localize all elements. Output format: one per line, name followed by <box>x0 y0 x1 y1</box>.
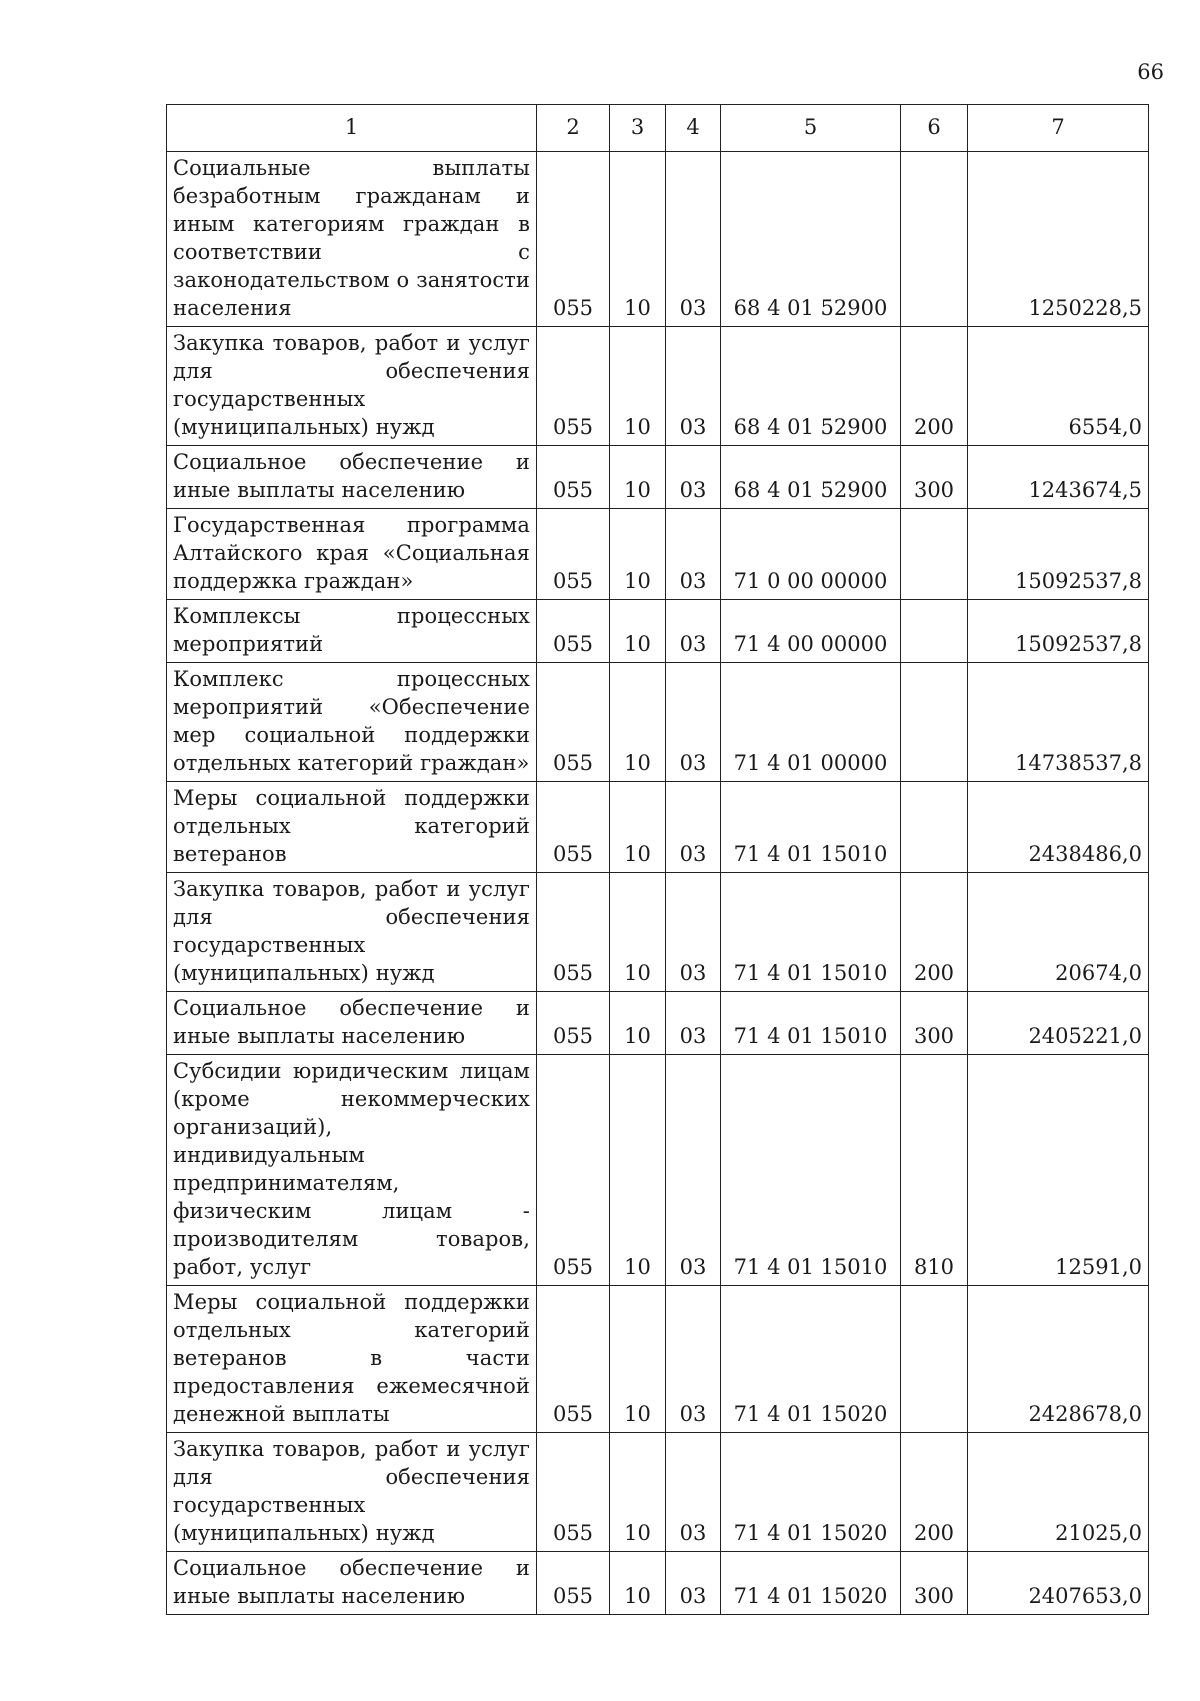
name-cell: Закупка товаров, работ и услуг для обеспечения государственных (муниципальных) нужд <box>167 1433 537 1552</box>
target-article-cell: 68 4 01 52900 <box>721 152 901 327</box>
column-header: 1 <box>167 105 537 152</box>
target-article-cell: 68 4 01 52900 <box>721 446 901 509</box>
subsection-cell: 03 <box>666 663 721 782</box>
subsection-cell: 03 <box>666 992 721 1055</box>
column-header: 4 <box>666 105 721 152</box>
table-row <box>167 663 1149 782</box>
table-row <box>167 152 1149 327</box>
admin-code-cell: 055 <box>537 873 610 992</box>
budget-table <box>166 104 1149 1615</box>
amount-cell: 1243674,5 <box>968 446 1149 509</box>
table-row <box>167 1433 1149 1552</box>
expense-type-cell: 300 <box>901 446 968 509</box>
subsection-cell: 03 <box>666 1055 721 1286</box>
admin-code-cell: 055 <box>537 1055 610 1286</box>
target-article-cell: 71 4 01 15010 <box>721 1055 901 1286</box>
target-article-cell: 71 4 00 00000 <box>721 600 901 663</box>
admin-code-cell: 055 <box>537 782 610 873</box>
column-header: 3 <box>610 105 666 152</box>
admin-code-cell: 055 <box>537 1433 610 1552</box>
section-cell: 10 <box>610 1286 666 1433</box>
name-cell: Социальное обеспечение и иные выплаты населению <box>167 1552 537 1615</box>
name-cell: Социальное обеспечение и иные выплаты населению <box>167 992 537 1055</box>
amount-cell: 15092537,8 <box>968 600 1149 663</box>
admin-code-cell: 055 <box>537 446 610 509</box>
expense-type-cell: 200 <box>901 327 968 446</box>
name-cell: Комплексы процессных мероприятий <box>167 600 537 663</box>
amount-cell: 21025,0 <box>968 1433 1149 1552</box>
section-cell: 10 <box>610 782 666 873</box>
target-article-cell: 68 4 01 52900 <box>721 327 901 446</box>
admin-code-cell: 055 <box>537 509 610 600</box>
name-cell: Меры социальной поддержки отдельных категорий ветеранов <box>167 782 537 873</box>
amount-cell: 2428678,0 <box>968 1286 1149 1433</box>
subsection-cell: 03 <box>666 327 721 446</box>
expense-type-cell <box>901 1286 968 1433</box>
target-article-cell: 71 4 01 15020 <box>721 1552 901 1615</box>
table-row <box>167 782 1149 873</box>
target-article-cell: 71 4 01 15010 <box>721 782 901 873</box>
column-header: 2 <box>537 105 610 152</box>
amount-cell: 12591,0 <box>968 1055 1149 1286</box>
name-cell: Меры социальной поддержки отдельных категорий ветеранов в части предоставления ежемесячной денежной выплаты <box>167 1286 537 1433</box>
expense-type-cell: 300 <box>901 992 968 1055</box>
table-row <box>167 600 1149 663</box>
amount-cell: 15092537,8 <box>968 509 1149 600</box>
subsection-cell: 03 <box>666 782 721 873</box>
column-header: 7 <box>968 105 1149 152</box>
expense-type-cell: 810 <box>901 1055 968 1286</box>
subsection-cell: 03 <box>666 1286 721 1433</box>
table-row <box>167 1552 1149 1615</box>
target-article-cell: 71 4 01 15010 <box>721 992 901 1055</box>
section-cell: 10 <box>610 873 666 992</box>
section-cell: 10 <box>610 327 666 446</box>
table-row <box>167 446 1149 509</box>
amount-cell: 20674,0 <box>968 873 1149 992</box>
amount-cell: 14738537,8 <box>968 663 1149 782</box>
section-cell: 10 <box>610 600 666 663</box>
name-cell: Комплекс процессных мероприятий «Обеспечение мер социальной поддержки отдельных категорий граждан» <box>167 663 537 782</box>
expense-type-cell: 300 <box>901 1552 968 1615</box>
name-cell: Закупка товаров, работ и услуг для обеспечения государственных (муниципальных) нужд <box>167 327 537 446</box>
expense-type-cell <box>901 600 968 663</box>
expense-type-cell: 200 <box>901 1433 968 1552</box>
column-header: 6 <box>901 105 968 152</box>
admin-code-cell: 055 <box>537 152 610 327</box>
subsection-cell: 03 <box>666 600 721 663</box>
target-article-cell: 71 4 01 15020 <box>721 1433 901 1552</box>
table-row <box>167 509 1149 600</box>
amount-cell: 2407653,0 <box>968 1552 1149 1615</box>
subsection-cell: 03 <box>666 509 721 600</box>
amount-cell: 2405221,0 <box>968 992 1149 1055</box>
header-row <box>167 105 1149 152</box>
admin-code-cell: 055 <box>537 600 610 663</box>
admin-code-cell: 055 <box>537 1552 610 1615</box>
name-cell: Социальное обеспечение и иные выплаты населению <box>167 446 537 509</box>
page-number: 66 <box>1137 60 1164 84</box>
section-cell: 10 <box>610 446 666 509</box>
subsection-cell: 03 <box>666 446 721 509</box>
expense-type-cell <box>901 663 968 782</box>
expense-type-cell: 200 <box>901 873 968 992</box>
admin-code-cell: 055 <box>537 1286 610 1433</box>
name-cell: Закупка товаров, работ и услуг для обеспечения государственных (муниципальных) нужд <box>167 873 537 992</box>
subsection-cell: 03 <box>666 152 721 327</box>
admin-code-cell: 055 <box>537 663 610 782</box>
amount-cell: 6554,0 <box>968 327 1149 446</box>
table-row <box>167 327 1149 446</box>
admin-code-cell: 055 <box>537 992 610 1055</box>
table-row <box>167 873 1149 992</box>
expense-type-cell <box>901 509 968 600</box>
section-cell: 10 <box>610 509 666 600</box>
name-cell: Субсидии юридическим лицам (кроме некоммерческих организаций), индивидуальным предпринимателям, физическим лицам - производителям товаров, работ, услуг <box>167 1055 537 1286</box>
section-cell: 10 <box>610 992 666 1055</box>
target-article-cell: 71 4 01 15010 <box>721 873 901 992</box>
amount-cell: 1250228,5 <box>968 152 1149 327</box>
section-cell: 10 <box>610 1055 666 1286</box>
table-row <box>167 1055 1149 1286</box>
expense-type-cell <box>901 782 968 873</box>
table-row <box>167 1286 1149 1433</box>
name-cell: Государственная программа Алтайского края «Социальная поддержка граждан» <box>167 509 537 600</box>
name-cell: Социальные выплаты безработным гражданам и иным категориям граждан в соответствии с законодательством о занятости населения <box>167 152 537 327</box>
amount-cell: 2438486,0 <box>968 782 1149 873</box>
table-row <box>167 992 1149 1055</box>
subsection-cell: 03 <box>666 1433 721 1552</box>
section-cell: 10 <box>610 1433 666 1552</box>
column-header: 5 <box>721 105 901 152</box>
subsection-cell: 03 <box>666 873 721 992</box>
target-article-cell: 71 4 01 00000 <box>721 663 901 782</box>
subsection-cell: 03 <box>666 1552 721 1615</box>
section-cell: 10 <box>610 152 666 327</box>
section-cell: 10 <box>610 1552 666 1615</box>
section-cell: 10 <box>610 663 666 782</box>
target-article-cell: 71 0 00 00000 <box>721 509 901 600</box>
target-article-cell: 71 4 01 15020 <box>721 1286 901 1433</box>
admin-code-cell: 055 <box>537 327 610 446</box>
expense-type-cell <box>901 152 968 327</box>
